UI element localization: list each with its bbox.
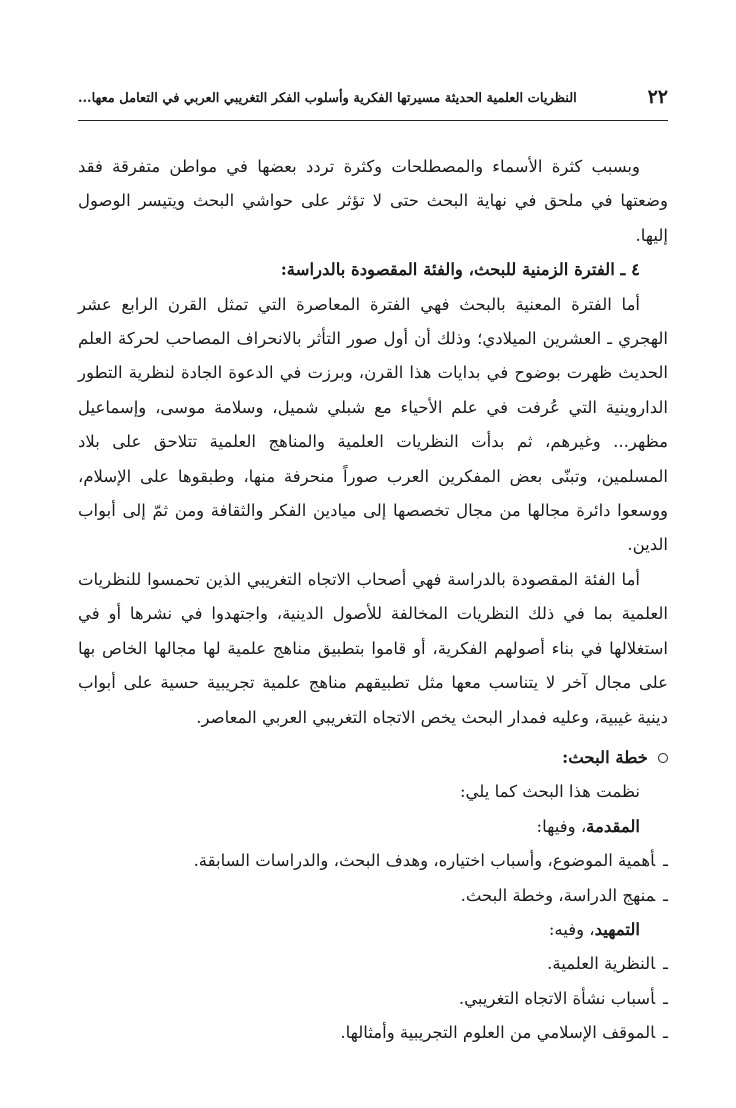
list-item-text: النظرية العلمية. (547, 954, 656, 974)
tamhid-label: التمهيد (594, 919, 640, 939)
plan-intro: نظمت هذا البحث كما يلي: (459, 782, 640, 802)
dash-marker: ـ (663, 1023, 668, 1043)
paragraph-research-period: أما الفترة المعنية بالبحث فهي الفترة المعاصرة التي تمثل القرن الرابع عشر الهجري ـ العشرين الميلادي؛ وذلك أن أول صور التأثر بالانحراف المصاحب لحركة العلم الحديث ظهرت بوضوح في بدايات هذا القرن، وبرزت في الدعوة الجادة لنظرية التطور الداروينية التي عُرفت في علم الأحياء مع شبلي شميل، وسلامة موسى، وإسماعيل مظهر... وغيرهم، ثم بدأت النظريات العلمية والمناهج العلمية تتلاحق على بلاد المسلمين، وتبنّى بعض المفكرين العرب صوراً منحرفة منها، وطبقوها على الإسلام، ووسعوا دائرة مجالها من مجال تخصصها إلى ميادين الفكر والثقافة ومن ثمّ إلى أبواب الدين. (78, 294, 668, 555)
section-heading-period-and-group: ٤ ـ الفترة الزمنية للبحث، والفئة المقصودة بالدراسة: (280, 260, 640, 280)
circle-bullet-icon (658, 753, 668, 763)
dash-marker: ـ (663, 851, 668, 871)
list-item (78, 947, 668, 981)
list-item (78, 1016, 668, 1050)
page-body (78, 150, 668, 1051)
list-item-text: أهمية الموضوع، وأسباب اختياره، وهدف البحث، والدراسات السابقة. (193, 851, 656, 871)
muqaddima-line (78, 810, 668, 844)
list-item (78, 982, 668, 1016)
running-title: النظريات العلمية الحديثة مسيرتها الفكرية وأسلوب الفكر التغريبي العربي في التعامل معها... (78, 91, 577, 106)
paragraph-target-group: أما الفئة المقصودة بالدراسة فهي أصحاب الاتجاه التغريبي الذين تحمسوا للنظريات العلمية بما في ذلك النظريات المخالفة للأصول الدينية، واجتهدوا في نشرها أو في استغلالها في بناء أصولهم الفكرية، أو قاموا بتطبيق مناهج علمية لها مجالها الخاص بها على مجال آخر لا يتناسب معها مثل تطبيقهم مناهج علمية تجريبية حسية على أبواب دينية غيبية، وعليه فمدار البحث يخص الاتجاه التغريبي العربي المعاصر. (78, 569, 668, 727)
list-item-text: منهج الدراسة، وخطة البحث. (460, 885, 656, 905)
dash-marker: ـ (663, 988, 668, 1008)
list-item (78, 879, 668, 913)
dash-marker: ـ (663, 954, 668, 974)
muqaddima-label: المقدمة (586, 816, 640, 836)
dash-marker: ـ (663, 885, 668, 905)
list-item (78, 844, 668, 878)
tamhid-line (78, 913, 668, 947)
list-item-text: أسباب نشأة الاتجاه التغريبي. (458, 988, 656, 1008)
list-item-text: الموقف الإسلامي من العلوم التجريبية وأمثالها. (340, 1023, 656, 1043)
plan-heading-text: خطة البحث: (562, 747, 648, 767)
page-header (78, 82, 668, 121)
plan-heading (78, 741, 668, 775)
tamhid-suffix: ، وفيه: (548, 919, 595, 939)
muqaddima-suffix: ، وفيها: (536, 816, 587, 836)
page-number: ٢٢ (647, 86, 668, 108)
paragraph-terms-appendix: وبسبب كثرة الأسماء والمصطلحات وكثرة تردد بعضها في مواطن متفرقة فقد وضعتها في ملحق في نهاية البحث حتى لا تؤثر على حواشي البحث ويتيسر الوصول إليها. (78, 157, 668, 245)
